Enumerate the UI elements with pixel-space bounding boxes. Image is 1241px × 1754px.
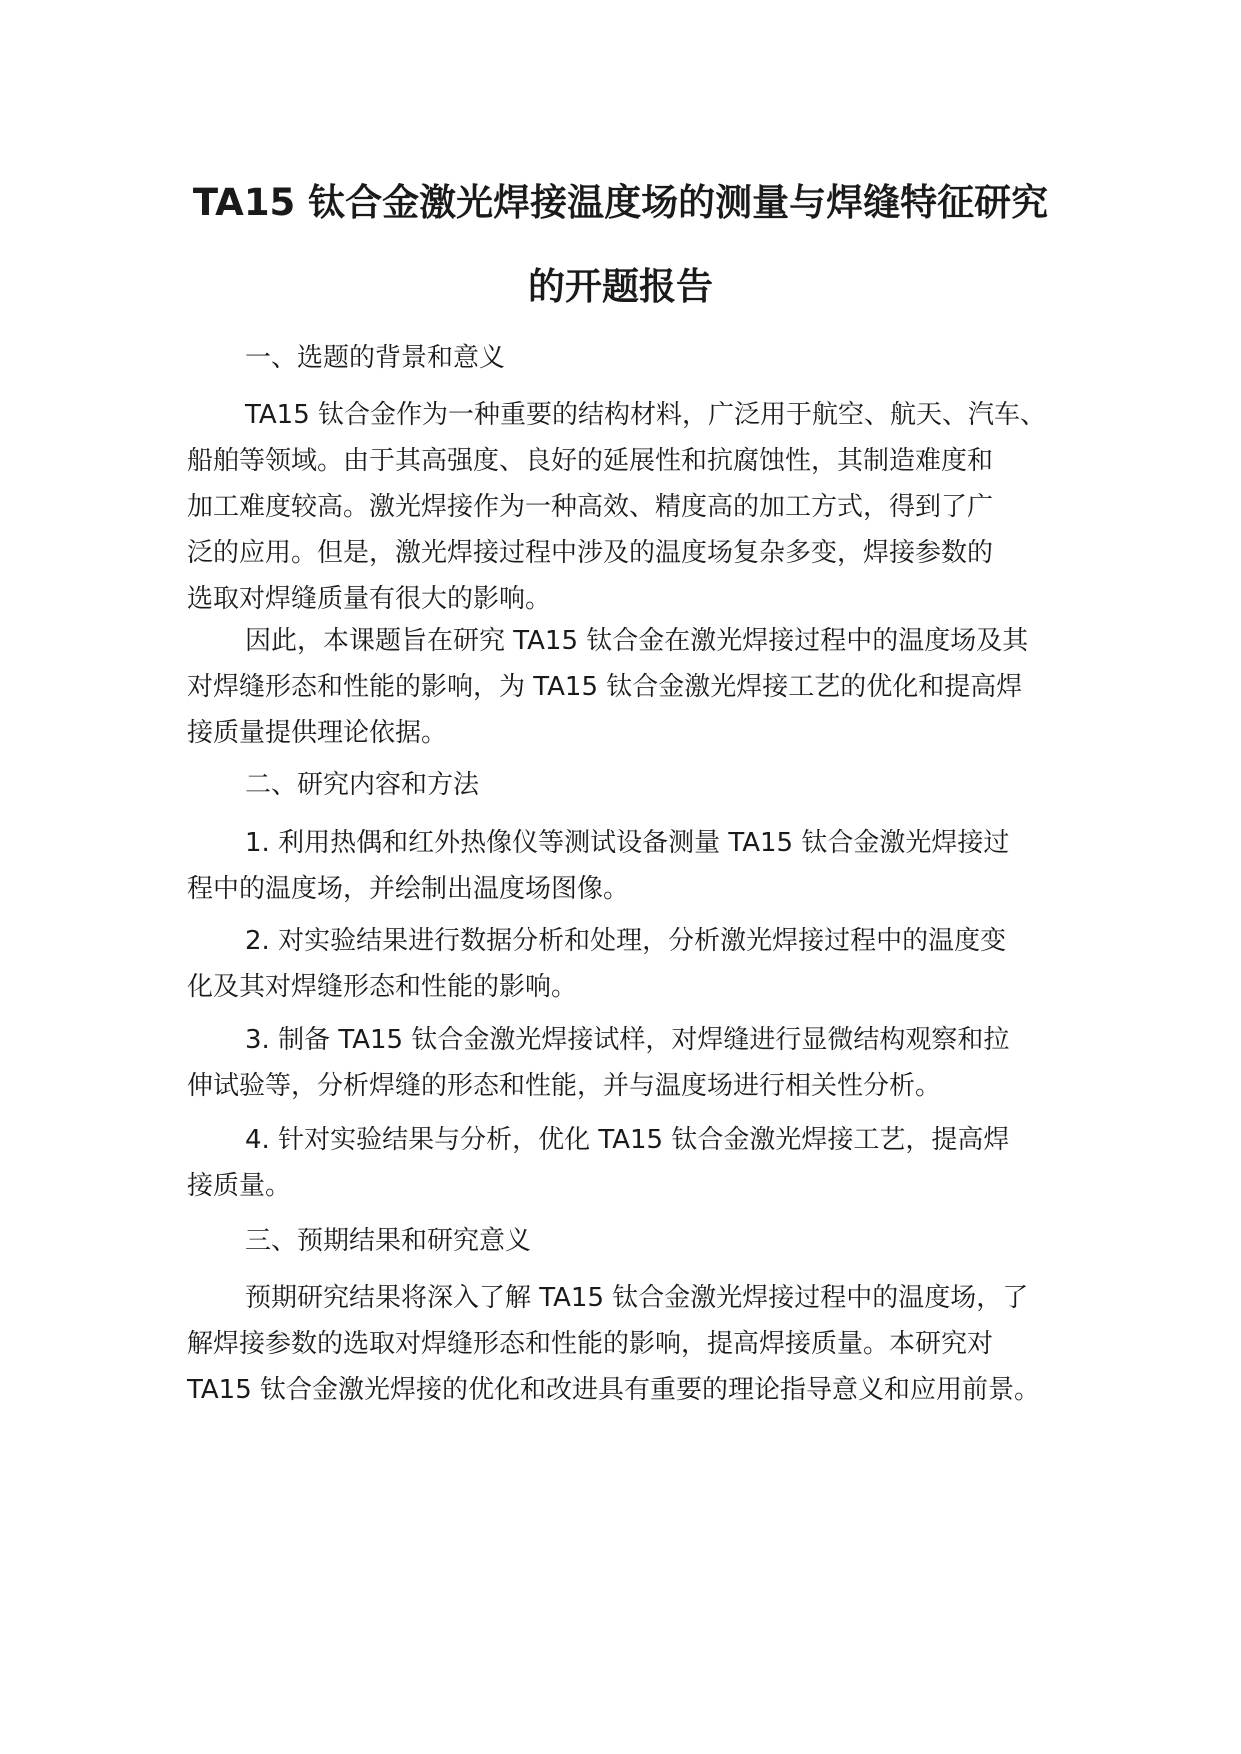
list-item-line: 伸试验等，分析焊缝的形态和性能，并与温度场进行相关性分析。 [187,1071,942,1101]
paragraph-line: 因此，本课题旨在研究 TA15 钛合金在激光焊接过程中的温度场及其 [245,626,1029,656]
list-item-2 [187,918,1067,1010]
paragraph-line: 预期研究结果将深入了解 TA15 钛合金激光焊接过程中的温度场，了 [245,1283,1029,1313]
list-item-line: 化及其对焊缝形态和性能的影响。 [187,972,578,1002]
paragraph-expected-results [187,1275,1067,1413]
section-heading-background [187,335,1067,381]
paragraph-line: 对焊缝形态和性能的影响，为 TA15 钛合金激光焊接工艺的优化和提高焊 [187,672,1023,702]
paragraph-line: 选取对焊缝质量有很大的影响。 [187,584,552,614]
list-item-4 [187,1117,1067,1209]
section-heading-results [187,1218,1067,1264]
list-item-1 [187,820,1067,912]
list-item-line: 程中的温度场，并绘制出温度场图像。 [187,874,630,904]
list-item-line: 接质量。 [187,1171,292,1201]
list-item-line: 4. 针对实验结果与分析，优化 TA15 钛合金激光焊接工艺，提高焊 [245,1125,1010,1155]
paragraph-line: 船舶等领域。由于其高强度、良好的延展性和抗腐蚀性，其制造难度和 [187,446,994,476]
list-item-line: 2. 对实验结果进行数据分析和处理，分析激光焊接过程中的温度变 [245,926,1007,956]
paragraph-line: 接质量提供理论依据。 [187,718,448,748]
list-item-line: 1. 利用热偶和红外热像仪等测试设备测量 TA15 钛合金激光焊接过 [245,828,1010,858]
paragraph-line: TA15 钛合金激光焊接的优化和改进具有重要的理论指导意义和应用前景。 [187,1375,1040,1405]
section-heading: 三、预期结果和研究意义 [245,1226,532,1256]
paragraph-aim [187,618,1067,756]
list-item-line: 3. 制备 TA15 钛合金激光焊接试样，对焊缝进行显微结构观察和拉 [245,1025,1010,1055]
section-heading: 一、选题的背景和意义 [245,343,506,373]
paragraph-line: TA15 钛合金作为一种重要的结构材料，广泛用于航空、航天、汽车、 [245,400,1046,430]
document-title-line-2: 的开题报告 [528,265,713,308]
section-heading: 二、研究内容和方法 [245,770,480,800]
paragraph-line: 泛的应用。但是，激光焊接过程中涉及的温度场复杂多变，焊接参数的 [187,538,994,568]
document-title-line-1: TA15 钛合金激光焊接温度场的测量与焊缝特征研究 [192,181,1049,224]
paragraph-line: 解焊接参数的选取对焊缝形态和性能的影响，提高焊接质量。本研究对 [187,1329,994,1359]
paragraph-line: 加工难度较高。激光焊接作为一种高效、精度高的加工方式，得到了广 [187,492,994,522]
section-heading-methods [187,762,1067,808]
list-item-3 [187,1017,1067,1109]
paragraph-background [187,392,1067,622]
